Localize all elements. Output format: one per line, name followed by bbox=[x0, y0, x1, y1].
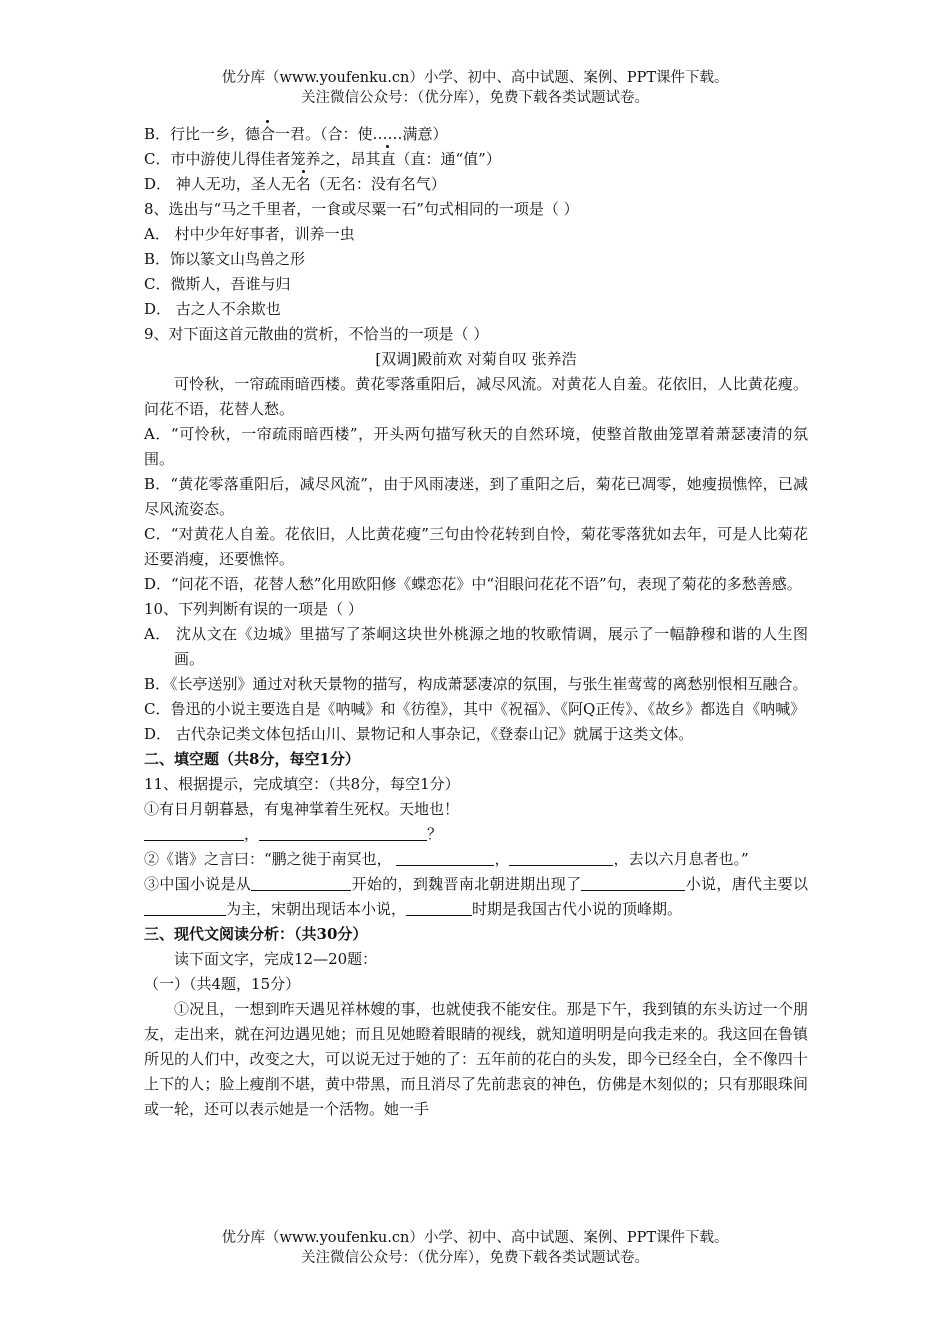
q11-item-2: ②《谐》之言曰：“鹏之徙于南冥也， ， ，去以六月息者也。” bbox=[144, 850, 749, 868]
document-body bbox=[144, 122, 808, 1122]
q8-stem: 8、选出与“马之千里者，一食或尽粟一石”句式相同的一项是（ ） bbox=[144, 200, 579, 218]
header-line-2: 关注微信公众号：（优分库），免费下载各类试题试卷。 bbox=[301, 90, 649, 106]
emphasis-dot-char: 名 bbox=[295, 175, 311, 193]
emphasis-dot-char: 合 bbox=[260, 125, 276, 143]
section-2-heading: 二、填空题（共8分，每空1分） bbox=[144, 750, 360, 768]
fill-blank[interactable] bbox=[259, 824, 427, 841]
fill-blank[interactable] bbox=[144, 899, 226, 916]
q11-item-3: ③中国小说是从 开始的，到魏晋南北朝进期出现了 小说，唐代主要以为主，宋朝出现话本小说， 时期是我国古代小说的顶峰期。 bbox=[144, 875, 808, 918]
q10-option-a: A． 沈从文在《边城》里描写了茶峒这块世外桃源之地的牧歌情调，展示了一幅静穆和谐的人生图画。 bbox=[144, 625, 808, 668]
q7-option-d: D． 神人无功，圣人无名（无名：没有名气） bbox=[144, 175, 446, 193]
fill-blank[interactable] bbox=[144, 824, 244, 841]
q11-item-1-blanks: ， ？ bbox=[144, 822, 808, 847]
q7-option-b: B．行比一乡，德合一君。（合：使……满意） bbox=[144, 125, 448, 143]
footer-line-1: 优分库（www.youfenku.cn）小学、初中、高中试题、案例、PPT课件下载。 bbox=[221, 1230, 729, 1246]
q7-option-c: C．市中游使儿得佳者笼养之，昂其直（直：通“值”） bbox=[144, 150, 501, 168]
q9-option-c: C．“对黄花人自羞。花依旧，人比黄花瘦”三句由怜花转到自怜，菊花零落犹如去年，可是人比菊花还要消瘦，还要憔悴。 bbox=[144, 525, 808, 568]
q10-stem: 10、下列判断有误的一项是（ ） bbox=[144, 600, 363, 618]
fill-blank[interactable] bbox=[581, 874, 685, 891]
poem-text: 可怜秋，一帘疏雨暗西楼。黄花零落重阳后，减尽风流。对黄花人自羞。花依旧，人比黄花瘦。问花不语，花替人愁。 bbox=[144, 375, 808, 418]
fill-blank[interactable] bbox=[251, 874, 351, 891]
q9-option-b: B．“黄花零落重阳后，减尽风流”，由于风雨凄迷，到了重阳之后，菊花已凋零，她瘦损憔悴，已减尽风流姿态。 bbox=[144, 475, 808, 518]
q8-option-d: D． 古之人不余欺也 bbox=[144, 300, 281, 318]
fill-blank[interactable] bbox=[396, 849, 494, 866]
section-3-part-1: （一）（共4题，15分） bbox=[144, 975, 301, 993]
footer-line-2: 关注微信公众号：（优分库），免费下载各类试题试卷。 bbox=[301, 1250, 649, 1266]
q10-option-b: B．《长亭送别》通过对秋天景物的描写，构成萧瑟凄凉的氛围，与张生崔莺莺的离愁别恨相互融合。 bbox=[144, 675, 808, 693]
header-line-1: 优分库（www.youfenku.cn）小学、初中、高中试题、案例、PPT课件下载。 bbox=[221, 70, 729, 86]
q8-option-a: A． 村中少年好事者，训养一虫 bbox=[144, 225, 355, 243]
q10-option-d: D． 古代杂记类文体包括山川、景物记和人事杂记，《登泰山记》就属于这类文体。 bbox=[144, 725, 694, 743]
q9-option-d: D．“问花不语，花替人愁”化用欧阳修《蝶恋花》中“泪眼问花花不语”句，表现了菊花的多愁善感。 bbox=[144, 575, 802, 593]
fill-blank[interactable] bbox=[509, 849, 613, 866]
fill-blank[interactable] bbox=[406, 899, 472, 916]
q8-option-c: C．微斯人，吾谁与归 bbox=[144, 275, 291, 293]
q8-option-b: B．饰以篆文山鸟兽之形 bbox=[144, 250, 306, 268]
q10-option-c: C．鲁迅的小说主要选自是《呐喊》和《彷徨》，其中《祝福》、《阿Q正传》、《故乡》都选自《呐喊》 bbox=[144, 700, 806, 718]
q9-stem: 9、对下面这首元散曲的赏析，不恰当的一项是（ ） bbox=[144, 325, 489, 343]
section-3-instruction: 读下面文字，完成12—20题： bbox=[174, 950, 378, 968]
page-footer bbox=[0, 1228, 950, 1268]
emphasis-dot-char: 直 bbox=[380, 150, 396, 168]
page-header bbox=[0, 68, 950, 108]
q11-item-1: ①有日月朝暮悬，有鬼神掌着生死权。天地也！ bbox=[144, 800, 460, 818]
poem-title: [双调]殿前欢 对菊自叹 张养浩 bbox=[375, 350, 577, 368]
section-3-heading: 三、现代文阅读分析：（共30分） bbox=[144, 925, 368, 943]
q11-stem: 11、根据提示，完成填空：（共8分，每空1分） bbox=[144, 775, 460, 793]
q9-option-a: A．“可怜秋，一帘疏雨暗西楼”，开头两句描写秋天的自然环境，使整首散曲笼罩着萧瑟凄清的氛围。 bbox=[144, 425, 808, 468]
reading-passage: ①况且，一想到昨天遇见祥林嫂的事，也就使我不能安住。那是下午，我到镇的东头访过一个朋友，走出来，就在河边遇见她；而且见她瞪着眼睛的视线，就知道明明是向我走来的。我这回在鲁镇所见的人们中，改变之大，可以说无过于她的了：五年前的花白的头发，即今已经全白，全不像四十上下的人；脸上瘦削不堪，黄中带黑，而且消尽了先前悲哀的神色，仿佛是木刻似的；只有那眼珠间或一轮，还可以表示她是一个活物。她一手 bbox=[144, 1000, 808, 1118]
